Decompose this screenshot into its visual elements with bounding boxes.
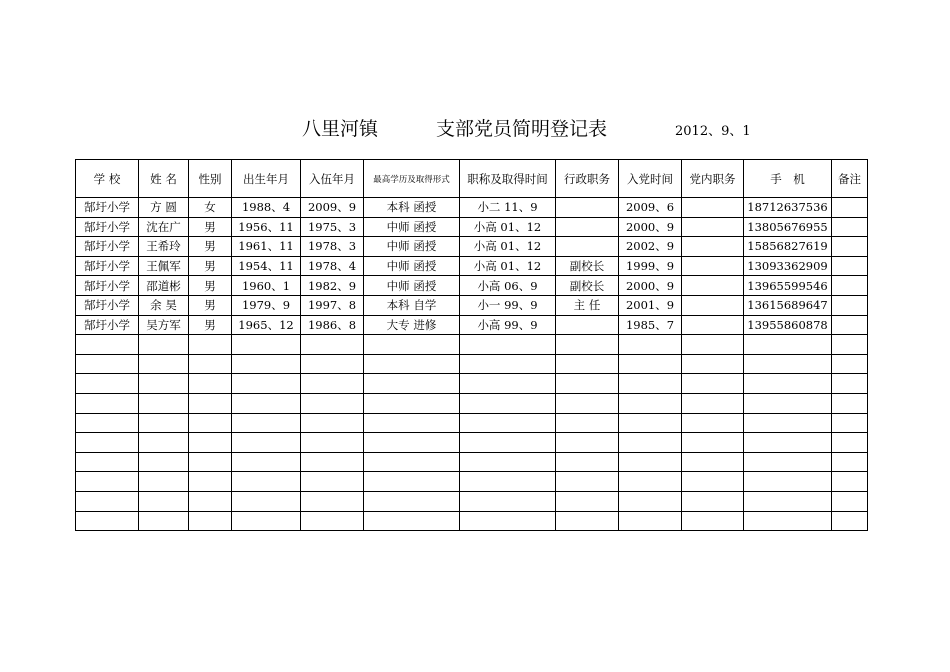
empty-cell	[76, 511, 139, 531]
empty-cell	[619, 491, 682, 511]
table-cell	[682, 217, 744, 237]
table-row	[76, 295, 868, 315]
table-row	[76, 237, 868, 257]
empty-cell	[232, 413, 301, 433]
table-cell: 郜圩小学	[76, 237, 139, 257]
table-cell: 13093362909	[744, 256, 832, 276]
table-cell: 余 昊	[139, 295, 189, 315]
empty-cell	[76, 413, 139, 433]
table-cell: 13965599546	[744, 276, 832, 296]
table-cell	[682, 315, 744, 335]
empty-cell	[189, 413, 232, 433]
empty-cell	[832, 472, 868, 492]
empty-cell	[682, 393, 744, 413]
column-header: 性别	[189, 160, 232, 198]
empty-cell	[682, 335, 744, 355]
empty-cell	[139, 511, 189, 531]
table-cell: 郜圩小学	[76, 256, 139, 276]
empty-cell	[76, 452, 139, 472]
empty-cell	[301, 511, 364, 531]
empty-cell	[619, 511, 682, 531]
empty-cell	[682, 511, 744, 531]
empty-cell	[556, 472, 619, 492]
empty-cell	[460, 393, 556, 413]
empty-cell	[556, 433, 619, 453]
empty-cell	[619, 452, 682, 472]
empty-table-row	[76, 413, 868, 433]
empty-cell	[189, 452, 232, 472]
table-cell: 1979、9	[232, 295, 301, 315]
empty-cell	[364, 393, 460, 413]
empty-cell	[301, 393, 364, 413]
table-cell: 1982、9	[301, 276, 364, 296]
empty-cell	[76, 491, 139, 511]
empty-cell	[76, 354, 139, 374]
table-cell	[682, 198, 744, 218]
empty-cell	[556, 374, 619, 394]
table-cell: 1954、11	[232, 256, 301, 276]
table-cell: 小高 06、9	[460, 276, 556, 296]
empty-cell	[301, 433, 364, 453]
table-cell: 1978、4	[301, 256, 364, 276]
empty-cell	[460, 452, 556, 472]
empty-cell	[832, 354, 868, 374]
empty-table-row	[76, 374, 868, 394]
table-cell: 小高 01、12	[460, 237, 556, 257]
empty-cell	[232, 491, 301, 511]
empty-cell	[619, 354, 682, 374]
table-cell: 13805676955	[744, 217, 832, 237]
table-cell	[682, 276, 744, 296]
table-body	[76, 198, 868, 531]
table-cell: 1975、3	[301, 217, 364, 237]
empty-cell	[460, 433, 556, 453]
table-cell: 吴方军	[139, 315, 189, 335]
empty-table-row	[76, 335, 868, 355]
empty-cell	[139, 452, 189, 472]
table-cell	[682, 256, 744, 276]
table-cell: 2009、6	[619, 198, 682, 218]
empty-cell	[364, 511, 460, 531]
empty-table-row	[76, 472, 868, 492]
table-cell	[832, 217, 868, 237]
table-cell: 女	[189, 198, 232, 218]
table-cell: 1988、4	[232, 198, 301, 218]
empty-table-row	[76, 433, 868, 453]
empty-cell	[682, 472, 744, 492]
empty-cell	[460, 335, 556, 355]
empty-cell	[682, 452, 744, 472]
empty-cell	[139, 472, 189, 492]
table-cell: 1961、11	[232, 237, 301, 257]
empty-cell	[139, 413, 189, 433]
table-cell: 1965、12	[232, 315, 301, 335]
empty-cell	[189, 511, 232, 531]
empty-cell	[232, 374, 301, 394]
table-header-row	[76, 160, 868, 198]
empty-table-row	[76, 354, 868, 374]
empty-cell	[139, 354, 189, 374]
table-cell: 2002、9	[619, 237, 682, 257]
empty-cell	[460, 354, 556, 374]
empty-cell	[832, 452, 868, 472]
empty-cell	[556, 452, 619, 472]
empty-cell	[301, 452, 364, 472]
empty-cell	[76, 433, 139, 453]
table-cell: 中师 函授	[364, 237, 460, 257]
empty-cell	[139, 433, 189, 453]
table-cell: 大专 进修	[364, 315, 460, 335]
empty-cell	[232, 335, 301, 355]
empty-table-row	[76, 452, 868, 472]
empty-cell	[232, 511, 301, 531]
empty-cell	[189, 472, 232, 492]
empty-cell	[744, 393, 832, 413]
empty-cell	[76, 472, 139, 492]
empty-cell	[832, 393, 868, 413]
empty-cell	[682, 433, 744, 453]
column-header: 职称及取得时间	[460, 160, 556, 198]
table-cell: 小高 01、12	[460, 256, 556, 276]
column-header: 入伍年月	[301, 160, 364, 198]
empty-cell	[364, 491, 460, 511]
table-cell	[832, 256, 868, 276]
empty-cell	[682, 491, 744, 511]
table-cell	[556, 217, 619, 237]
table-cell: 男	[189, 256, 232, 276]
table-cell: 1986、8	[301, 315, 364, 335]
table-cell: 郜圩小学	[76, 276, 139, 296]
empty-cell	[189, 374, 232, 394]
table-cell: 男	[189, 315, 232, 335]
table-cell: 1956、11	[232, 217, 301, 237]
column-header: 备注	[832, 160, 868, 198]
empty-cell	[744, 354, 832, 374]
empty-cell	[139, 335, 189, 355]
empty-cell	[301, 413, 364, 433]
table-cell	[682, 295, 744, 315]
table-cell: 小二 11、9	[460, 198, 556, 218]
empty-cell	[76, 393, 139, 413]
table-cell: 王希玲	[139, 237, 189, 257]
table-cell: 1960、1	[232, 276, 301, 296]
table-cell: 2000、9	[619, 217, 682, 237]
empty-cell	[232, 433, 301, 453]
table-cell	[832, 198, 868, 218]
empty-cell	[682, 413, 744, 433]
empty-cell	[189, 354, 232, 374]
table-cell: 方 圆	[139, 198, 189, 218]
table-cell: 1997、8	[301, 295, 364, 315]
empty-cell	[744, 335, 832, 355]
empty-cell	[232, 452, 301, 472]
empty-cell	[301, 472, 364, 492]
empty-table-row	[76, 511, 868, 531]
empty-cell	[556, 335, 619, 355]
table-cell	[832, 295, 868, 315]
table-cell: 郜圩小学	[76, 315, 139, 335]
column-header: 入党时间	[619, 160, 682, 198]
column-header: 手 机	[744, 160, 832, 198]
table-cell: 中师 函授	[364, 256, 460, 276]
table-cell: 2001、9	[619, 295, 682, 315]
table-row	[76, 217, 868, 237]
empty-cell	[832, 374, 868, 394]
table-row	[76, 256, 868, 276]
table-cell: 男	[189, 276, 232, 296]
empty-cell	[832, 491, 868, 511]
table-cell	[556, 237, 619, 257]
empty-cell	[556, 393, 619, 413]
empty-table-row	[76, 491, 868, 511]
empty-cell	[364, 374, 460, 394]
empty-cell	[460, 472, 556, 492]
table-cell	[556, 315, 619, 335]
table-cell: 男	[189, 237, 232, 257]
table-cell	[832, 276, 868, 296]
empty-cell	[744, 452, 832, 472]
table-cell: 沈在广	[139, 217, 189, 237]
empty-cell	[744, 374, 832, 394]
table-cell: 主 任	[556, 295, 619, 315]
empty-cell	[556, 354, 619, 374]
table-cell: 本科 自学	[364, 295, 460, 315]
column-header: 学 校	[76, 160, 139, 198]
table-cell: 邵道彬	[139, 276, 189, 296]
empty-cell	[619, 433, 682, 453]
empty-cell	[619, 374, 682, 394]
table-cell: 郜圩小学	[76, 198, 139, 218]
empty-cell	[139, 374, 189, 394]
column-header: 行政职务	[556, 160, 619, 198]
table-cell: 中师 函授	[364, 217, 460, 237]
column-header: 最高学历及取得形式	[364, 160, 460, 198]
empty-cell	[556, 413, 619, 433]
page-title: 支部党员简明登记表	[436, 118, 608, 140]
table-cell: 小高 99、9	[460, 315, 556, 335]
table-cell: 1985、7	[619, 315, 682, 335]
empty-cell	[556, 511, 619, 531]
table-cell: 1999、9	[619, 256, 682, 276]
empty-cell	[682, 354, 744, 374]
empty-cell	[189, 335, 232, 355]
empty-cell	[189, 433, 232, 453]
table-row	[76, 198, 868, 218]
empty-cell	[232, 393, 301, 413]
table-row	[76, 315, 868, 335]
table-cell: 副校长	[556, 256, 619, 276]
empty-cell	[744, 472, 832, 492]
empty-cell	[832, 511, 868, 531]
empty-cell	[744, 413, 832, 433]
table-cell: 小一 99、9	[460, 295, 556, 315]
table-cell: 中师 函授	[364, 276, 460, 296]
table-cell: 13615689647	[744, 295, 832, 315]
empty-cell	[460, 413, 556, 433]
column-header: 姓 名	[139, 160, 189, 198]
table-cell: 王佩军	[139, 256, 189, 276]
empty-cell	[619, 393, 682, 413]
empty-cell	[76, 335, 139, 355]
empty-cell	[301, 374, 364, 394]
table-cell: 1978、3	[301, 237, 364, 257]
table-cell: 副校长	[556, 276, 619, 296]
empty-cell	[364, 452, 460, 472]
empty-cell	[301, 354, 364, 374]
empty-cell	[682, 374, 744, 394]
empty-cell	[744, 491, 832, 511]
empty-cell	[619, 335, 682, 355]
table-cell: 15856827619	[744, 237, 832, 257]
empty-cell	[76, 374, 139, 394]
empty-cell	[744, 433, 832, 453]
table-cell: 郜圩小学	[76, 217, 139, 237]
empty-cell	[301, 335, 364, 355]
table-cell: 18712637536	[744, 198, 832, 218]
registration-table	[75, 159, 868, 531]
title-town: 八里河镇	[302, 118, 379, 140]
table-cell: 本科 函授	[364, 198, 460, 218]
empty-cell	[832, 413, 868, 433]
empty-cell	[232, 472, 301, 492]
table-cell: 郜圩小学	[76, 295, 139, 315]
empty-cell	[139, 393, 189, 413]
column-header: 出生年月	[232, 160, 301, 198]
empty-cell	[301, 491, 364, 511]
empty-cell	[460, 511, 556, 531]
table-cell: 13955860878	[744, 315, 832, 335]
empty-cell	[744, 511, 832, 531]
empty-cell	[364, 472, 460, 492]
empty-cell	[556, 491, 619, 511]
table-cell	[682, 237, 744, 257]
empty-table-row	[76, 393, 868, 413]
empty-cell	[139, 491, 189, 511]
empty-cell	[832, 433, 868, 453]
empty-cell	[619, 472, 682, 492]
empty-cell	[364, 433, 460, 453]
table-row	[76, 276, 868, 296]
title-row	[0, 112, 950, 142]
table-cell: 男	[189, 295, 232, 315]
table-cell: 男	[189, 217, 232, 237]
empty-cell	[364, 335, 460, 355]
empty-cell	[232, 354, 301, 374]
table-cell: 2009、9	[301, 198, 364, 218]
empty-cell	[619, 413, 682, 433]
empty-cell	[832, 335, 868, 355]
empty-cell	[364, 413, 460, 433]
table-cell: 小高 01、12	[460, 217, 556, 237]
table-cell: 2000、9	[619, 276, 682, 296]
empty-cell	[364, 354, 460, 374]
table-cell	[832, 315, 868, 335]
empty-cell	[189, 393, 232, 413]
table-cell	[832, 237, 868, 257]
empty-cell	[460, 491, 556, 511]
column-header: 党内职务	[682, 160, 744, 198]
empty-cell	[189, 491, 232, 511]
title-date: 2012、9、1	[675, 124, 751, 139]
table-cell	[556, 198, 619, 218]
empty-cell	[460, 374, 556, 394]
